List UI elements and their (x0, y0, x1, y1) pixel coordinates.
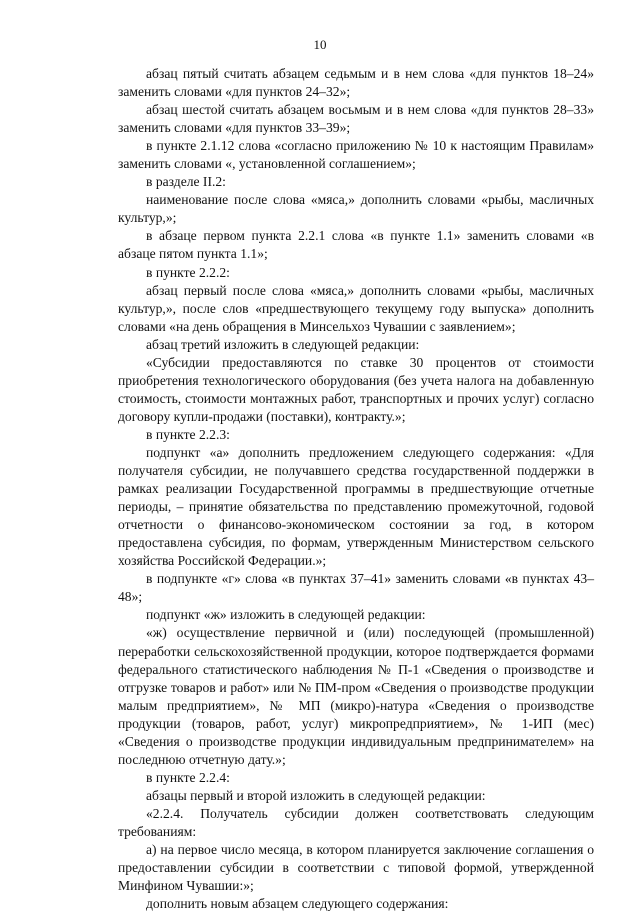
document-body (118, 65, 594, 913)
paragraph: подпункт «ж» изложить в следующей редакции: (146, 607, 426, 623)
paragraph: «ж) осуществление первичной и (или) последующей (промышленной) переработки сельскохозяйственной продукции, которое подтверждается формами федерального статистического наблюдения № П-1 «Сведения о производстве и отгрузке товаров и работ» или № ПМ-пром «Сведения о производстве продукции малым предприятием», № МП (микро)-натура «Сведения о производстве продукции (товаров, работ, услуг) микропредприятием», № 1-ИП (мес) «Сведения о производстве продукции индивидуальным предпринимателем» на последнюю отчетную дату.»; (118, 625, 594, 767)
paragraph: подпункт «а» дополнить предложением следующего содержания: «Для получателя субсидии, не получавшего средства государственной поддержки в рамках реализации Государственной программы в предшествующие отчетные периоды, – принятие обязательства по представлению промежуточной, годовой отчетности о финансово-экономическом состоянии за год, в котором предоставлена субсидия, по формам, утвержденным Министерством сельского хозяйства Российской Федерации.»; (118, 444, 594, 569)
paragraph: абзац шестой считать абзацем восьмым и в нем слова «для пунктов 28–33» заменить словами «для пунктов 33–39»; (118, 102, 594, 136)
paragraph: в абзаце первом пункта 2.2.1 слова «в пункте 1.1» заменить словами «в абзаце пятом пункта 1.1»; (118, 228, 594, 262)
paragraph: наименование после слова «мяса,» дополнить словами «рыбы, масличных культур,»; (118, 192, 594, 226)
paragraph: дополнить новым абзацем следующего содержания: (146, 896, 449, 912)
paragraph: в подпункте «г» слова «в пунктах 37–41» заменить словами «в пунктах 43–48»; (118, 571, 594, 605)
paragraph: абзац пятый считать абзацем седьмым и в нем слова «для пунктов 18–24» заменить словами «для пунктов 24–32»; (118, 66, 594, 100)
paragraph: в пункте 2.2.2: (146, 264, 230, 280)
paragraph: в пункте 2.1.12 слова «согласно приложению № 10 к настоящим Правилам» заменить словами «, установленной соглашением»; (118, 138, 594, 172)
paragraph: в разделе II.2: (146, 174, 226, 190)
paragraph: в пункте 2.2.4: (146, 769, 230, 785)
paragraph: абзац третий изложить в следующей редакции: (146, 336, 420, 352)
paragraph: «Субсидии предоставляются по ставке 30 процентов от стоимости приобретения технологического оборудования (без учета налога на добавленную стоимость, стоимости монтажных работ, транспортных и прочих услуг) согласно договору купли-продажи (поставки), контракту.»; (118, 354, 594, 424)
paragraph: «2.2.4. Получатель субсидии должен соответствовать следующим требованиям: (118, 805, 594, 839)
paragraph: в пункте 2.2.3: (146, 426, 230, 442)
paragraph: а) на первое число месяца, в котором планируется заключение соглашения о предоставлении субсидии в соответствии с типовой формой, утвержденной Минфином Чувашии:»; (118, 842, 594, 894)
page-number: 10 (313, 37, 327, 52)
paragraph: абзацы первый и второй изложить в следующей редакции: (146, 787, 486, 803)
paragraph: абзац первый после слова «мяса,» дополнить словами «рыбы, масличных культур,», после слов «предшествующего текущему году выпуска» дополнить словами «на день обращения в Минсельхоз Чувашии с заявлением»; (118, 282, 594, 334)
